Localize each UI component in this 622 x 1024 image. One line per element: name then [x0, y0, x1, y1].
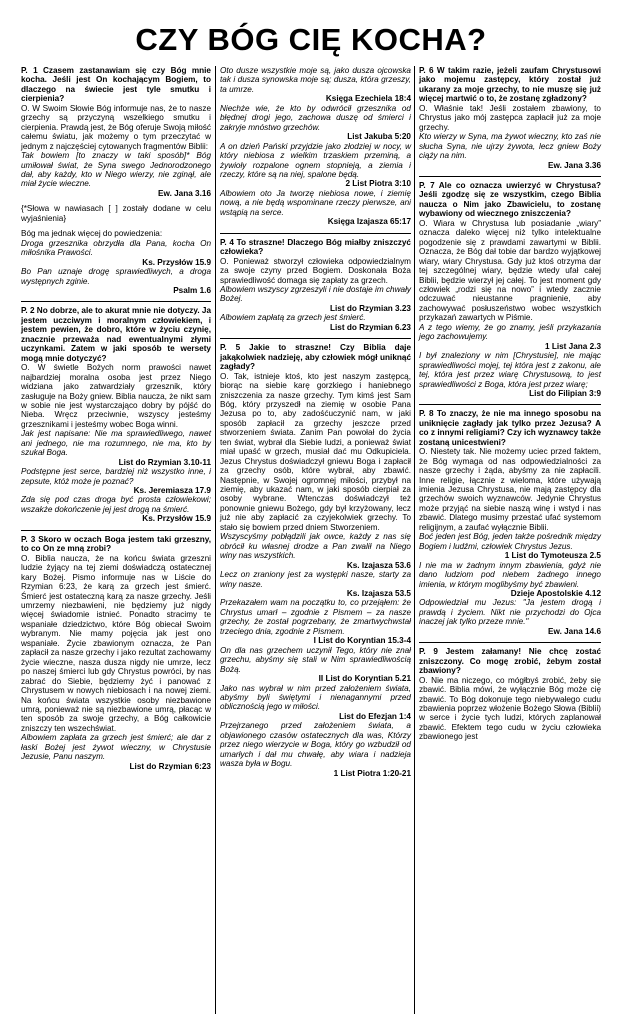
section-q9: [419, 642, 601, 742]
ref-8-3: Ew. Jana 14.6: [548, 626, 601, 636]
section-q1: [21, 66, 211, 295]
section-q7: [419, 176, 601, 398]
ref-5-4: II List do Koryntian 5.21: [318, 674, 411, 684]
ref-5-5: List do Efezjan 1:4: [339, 711, 411, 721]
question-5: P. 5 Jakie to straszne! Czy Biblia daje jakąkolwiek nadzieję, aby człowiek mógł uniknąć zagłady?: [220, 343, 411, 372]
answer-1: O. W Swoim Słowie Bóg informuje nas, że to nasze grzechy są przyczyną wszelkiego smutku i cierpienia. Prawdą jest, że Bóg oferuje Swoją miłość całemu światu, jak możemy o tym przeczytać w jednym z najczęściej cytowanych fragmentów Biblii:: [21, 103, 211, 151]
ref-5-6: 1 List Piotra 1:20-21: [333, 768, 411, 778]
column-3: [419, 66, 601, 742]
question-7: P. 7 Ale co oznacza uwierzyć w Chrystusa? Jeśli zgodzę się ze wszystkim, czego Biblia naucza o Nim jako Zbawicielu, to zostanę wybawiony od wiecznego zniszczenia?: [419, 180, 601, 219]
ref-5-3: I List do Koryntian 15.3-4: [313, 636, 411, 646]
section-verses-cont: [220, 66, 411, 227]
column-divider-1: [215, 66, 216, 1014]
ref-7-1: 1 List Jana 2.3: [545, 341, 601, 351]
verse-1-3: Bo Pan uznaje drogę sprawiedliwych, a droga występnych zginie.: [21, 267, 211, 286]
ref-2-1: List do Rzymian 3.10-11: [118, 457, 211, 467]
section-q6: [419, 66, 601, 170]
question-4: P. 4 To straszne! Dlaczego Bóg miałby zniszczyć człowieka?: [220, 237, 411, 257]
ref-8-1: 1 List do Tymoteusza 2.5: [504, 551, 601, 561]
verse-2-3: Zda się pod czas droga być prosta człowiekowi; wszakże dokończenie jej jest drogą na śmierć.: [21, 495, 211, 514]
answer-6: O. Właśnie tak! Jeśli zostałem zbawiony, to Chrystus jako mój zastępca zapłacił już za moje grzechy.: [419, 103, 601, 132]
verse-7-1: A z tego wiemy, że go znamy, jeśli przykazania jego zachowujemy.: [419, 322, 601, 342]
verse-2-2: Podstępne jest serce, bardziej niż wszystko inne, i zepsute, któż może je poznać?: [21, 467, 211, 486]
answer-7: O. Wiara w Chrystusa lub posiadanie „wiary” oznacza daleko więcej niż tylko intelektualne pogodzenie się z prawdami zawartymi w Biblii. Oznacza, że Bóg dał tobie dar bardzo wyjątkowej wiary, wiary Chrystusa. Gdy już ktoś otrzyma dar tej szczególnej wiary, będzie wtedy ufał całej Biblii, będzie wierzył jej całej. To jest moment gdy człowiek „rodzi się na nowo” i wtedy zacznie odczuwać nieustanne pragnienie, aby zachowywać posłuszeństwo wobec wszystkich przykazań zawartych w Piśmie.: [419, 218, 601, 323]
ref-4-1: List do Rzymian 3.23: [330, 303, 411, 313]
ref-1-1: Ew. Jana 3.16: [158, 188, 211, 198]
verse-4-2: Albowiem zapłatą za grzech jest śmierć.: [220, 313, 366, 323]
verse-1-2: Droga grzesznika obrzydła dla Pana, kocha On miłośnika Prawości.: [21, 238, 211, 258]
verse-4-1: Albowiem wszyscy zgrzeszyli i nie dostaje im chwały Bożej.: [220, 284, 411, 304]
verse-3-1: Albowiem zapłata za grzech jest śmierć; ale dar z łaski Bożej jest żywot wieczny, w Chrystusie Jezusie, Panu naszym.: [21, 733, 211, 762]
answer-3: O. Biblia naucza, że na końcu świata grzeszni ludzie żyjący na tej ziemi doświadczą ostatecznej kary Bożej. Pismo informuje nas w Liście do Rzymian 6:23, że karą za grzech jest śmierć. Śmierć jest ostateczną karą za nasze grzechy. Jeśli umrzemy niezbawieni, nie będziemy już nigdy więcej świadomie istnieć. Ponadto stracimy te wspaniałe dziedzictwo, które Bóg obiecał Swoim wybranym. Nie mamy pojęcia jak jest ono wspaniałe. Życie zbawionym oznacza, że Pan zapłacił za nasze grzechy i jako rezultat zachowamy życie wieczne, nasza dusza nigdy nie umrze, lecz po naszej śmierci lub gdy Chrystus powróci, by nas zabrać do Siebie, będziemy żyć i panować z Chrystusem w nowych niebiosach i na nowej ziemi. Na końcu świata wszystkie osoby niezbawione umrą, ponieważ nie są niezbawione umrą, płacąc w ten sposób za swoje grzechy, a Bóg całkowicie zniszczy ten wszechświat.: [21, 553, 211, 733]
verse-8-2: I nie ma w żadnym innym zbawienia, gdyż nie dano ludziom pod niebem żadnego innego imienia, w którym moglibyśmy być zbawieni.: [419, 560, 601, 589]
column-divider-2: [414, 66, 415, 1014]
verse-c2-1: Oto dusze wszystkie moje są, jako dusza ojcowska tak i dusza synowska moje są; dusza, która grzeszy, ta umrze.: [220, 66, 411, 94]
question-3: P. 3 Skoro w oczach Boga jestem taki grzeszny, to co On ze mną zrobi?: [21, 534, 211, 554]
verse-c2-3: A on dzień Pański przyjdzie jako złodziej w nocy, w który niebiosa z wielkim trzaskiem przeminą, a żywioły rozpalone ognem stopnieją, a ziemia i rzeczy, które są na niej, spalone będą.: [220, 141, 411, 179]
answer-8: O. Niestety tak. Nie możemy uciec przed faktem, że Bóg wymaga od nas odpowiedzialności za nasze grzechy i żąda, abyśmy za nie zapłacili. Inne religie, łącznie z wieloma, które używają imienia Jezusa Chrystusa, nie mają zastępcy dla grzechów swoich wyznawców. Jedynie Chrystus może przyjąć na siebie naszą winę i wstyd i nas zbawić. Dlatego musimy przestać ufać systemom religijnym, a zaufać wyłącznie Biblii.: [419, 447, 601, 532]
verse-8-1: Boć jeden jest Bóg, jeden także pośrednik między Bogiem i ludźmi, człowiek Chrystus Jezus.: [419, 532, 601, 551]
ref-2-2: Ks. Jeremiasza 17.9: [133, 486, 211, 496]
verse-c2-2: Niechże wie, że kto by odwrócił grzesznika od błędnej drogi jego, zachowa duszę od śmierci i zakryje mnóstwo grzechów.: [220, 103, 411, 132]
question-6: P. 6 W takim razie, jeżeli zaufam Chrystusowi jako mojemu zastępcy, który został już ukarany za moje grzechy, to nie muszę się już więcej martwić o to, że zostanę zgładzony?: [419, 66, 601, 104]
section-q2: [21, 301, 211, 523]
ref-5-1: Ks. Izajasza 53.6: [346, 560, 411, 570]
verse-5-1: Wszyscyśmy pobłądzili jak owce, każdy z nas się obrócił ku własnej drodze a Pan zwalił na Niego winy nas wszystkich.: [220, 532, 411, 561]
ref-1-2: Ks. Przysłów 15.9: [142, 257, 211, 267]
answer-5: O. Tak, istnieje ktoś, kto jest naszym zastępcą, biorąc na siebie karę gorzkiego i haniebnego zniszczenia za nasze grzechy. Tym kimś jest Sam Bóg, który przyszedł na ziemię w osobie Pana Jezusa po to, aby zadośćuczynić nam, w jaki sposób zapłacił za grzechy jeszcze przed stworzeniem świata. Zanim Pan powołał do życia ten świat, wybrał dla Siebie ludzi, a ponieważ świat miał upaść w grzech, musiał dać mu Odkupiciela. Jezus Chrystus doświadczył gniewu Boga i zapłacił za grzechy osób, które wybrał, aby zbawić. Następnie, w Swojej ogromnej miłości, przybył na ziemię, aby ukazać nam, w jaki sposób cierpiał za osoby wybrane. Wtenczas doświadczył też ponownie gniewu Bożego, gdy był krzyżowany, lecz już nie aby zapłacić za czyjekolwiek grzechy. To stało się bowiem przed dniem Stworzeniem.: [220, 371, 411, 532]
ref-8-2: Dzieje Apostolskie 4.12: [510, 589, 601, 599]
ref-c2-4: Księga Izajasza 65:17: [327, 217, 411, 227]
ref-2-3: Ks. Przysłów 15.9: [142, 514, 211, 524]
section-q3: [21, 530, 211, 771]
section-q5: [220, 338, 411, 778]
verse-5-5: Jako nas wybrał w nim przed założeniem świata, abyśmy byli świętymi i nienagannymi przed oblicznością jego w miłości.: [220, 683, 411, 712]
verse-5-3: Przekazałem wam na początku to, co przejąłem: że Chrystus umarł – zgodnie z Pismem – za nasze grzechy, że został pogrzebany, że zmartwychwstał trzeciego dnia, zgodnie z Pismem.: [220, 598, 411, 636]
question-1: P. 1 Czasem zastanawiam się czy Bóg mnie kocha. Jeśli jest On kochającym Bogiem, to dlaczego na świecie jest tyle smutku i cierpienia?: [21, 66, 211, 104]
verse-c2-4: Albowiem oto Ja tworzę niebiosa nowe, i ziemię nową, a nie będą wspominane rzeczy pierwsze, ani wstąpią na serce.: [220, 188, 411, 217]
note-1: {*Słowa w nawiasach [ ] zostały dodane w celu wyjaśnienia}: [21, 204, 211, 223]
ref-c2-3: 2 List Piotra 3:10: [345, 179, 411, 189]
question-2: P. 2 No dobrze, ale to akurat mnie nie dotyczy. Ja jestem uczciwym i moralnym człowiekiem, i jestem pewien, że dobro, które w życiu czynię, znacznie przeważa nad ewentualnymi złymi uczynkami. Zatem w jaki sposób te wersety mogą mnie dotyczyć?: [21, 306, 211, 363]
verse-1-1: Tak bowiem [to znaczy w taki sposób]* Bóg umiłował świat, że Syna swego Jednorodzonego dał, aby każdy, kto w Niego wierzy, nie zginął, ale miał życie wieczne.: [21, 151, 211, 189]
ref-5-2: Ks. Izajasza 53.5: [346, 589, 411, 599]
ref-3-1: List do Rzymian 6:23: [129, 761, 211, 771]
para-1-2: Bóg ma jednak więcej do powiedzenia:: [21, 229, 163, 239]
question-9: P. 9 Jestem załamany! Nie chcę zostać zniszczony. Co mogę zrobić, żebym został zbawiony?: [419, 647, 601, 676]
ref-6-1: Ew. Jana 3.36: [548, 160, 601, 170]
question-8: P. 8 To znaczy, że nie ma innego sposobu na uniknięcie zagłady jak tylko przez Jezusa? A co z innymi religiami? Czy ich wyznawcy także zostaną unicestwieni?: [419, 409, 601, 447]
verse-7-2: I był znaleziony w nim [Chrystusie], nie mając sprawiedliwości mojej, tej która jest z zakonu, ale tej, która jest przez wiarę Chrystusową, to jest sprawiedliwości z Boga, która jest przez wiarę;: [419, 351, 601, 389]
ref-c2-2: List Jakuba 5:20: [347, 132, 411, 142]
column-1: [21, 66, 211, 771]
ref-1-3: Psalm 1.6: [173, 285, 211, 295]
ref-4-2: List do Rzymian 6.23: [330, 322, 411, 332]
ref-7-2: List do Filipian 3:9: [529, 388, 601, 398]
verse-6-1: Kto wierzy w Syna, ma żywot wieczny, kto zaś nie słucha Syna, nie ujrzy żywota, lecz gniew Boży ciąży na nim.: [419, 132, 601, 161]
verse-5-6: Przejrzanego przed założeniem świata, a objawionego czasów ostatecznych dla was, Którzy przez niego wierzycie w Boga, który go wzbudził od umarłych i dał mu chwałę, aby wiara i nadzieja wasza była w Bogu.: [220, 721, 411, 769]
ref-c2-1: Księga Ezechiela 18:4: [325, 94, 411, 104]
verse-5-4: On dla nas grzechem uczynił Tego, który nie znał grzechu, abyśmy się stali w Nim sprawiedliwością Bożą.: [220, 645, 411, 674]
answer-9: O. Nie ma niczego, co mógłbyś zrobić, żeby się zbawić. Biblia mówi, że wyłącznie Bóg może cię zbawić. To Bóg dokonuje tego niebywałego cudu zbawienia poprzez włożenie Bożego Słowa (Biblii) w serce i życie tych ludzi, których zaplanował zbawić. Efektem tego cudu w życiu człowieka zbawionego jest: [419, 675, 601, 742]
column-2: [220, 66, 411, 778]
answer-2: O. W świetle Bożych norm prawości nawet najbardziej moralna osoba jest przez Niego widziana jako zatwardziały grzesznik, który zasługuje na Boży gniew. Biblia naucza, że nikt sam w sobie nie jest wystarczająco dobry by pójść do Nieba. Wręcz przeciwnie, wszyscy jesteśmy grzesznikami i jesteśmy wobec Boga winni.: [21, 363, 211, 429]
section-q8: [419, 404, 601, 636]
page-title: CZY BÓG CIĘ KOCHA?: [135, 22, 487, 57]
verse-2-1: Jak jest napisane: Nie ma sprawiedliwego, nawet ani jednego, nie ma rozumnego, nie ma, kto by szukał Boga.: [21, 429, 211, 458]
section-q4: [220, 233, 411, 333]
verse-5-2: Lecz on zraniony jest za występki nasze, starty za winy nasze.: [220, 570, 411, 589]
verse-8-3: Odpowiedział mu Jezus: "Ja jestem drogą i prawdą i życiem. Nikt nie przychodzi do Ojca inaczej jak tylko przeze mnie.": [419, 598, 601, 627]
answer-4: O. Ponieważ stworzył człowieka odpowiedzialnym za swoje czyny przed Bogiem. Doskonała Boża sprawiedliwość domaga się zapłaty za grzech.: [220, 256, 411, 285]
